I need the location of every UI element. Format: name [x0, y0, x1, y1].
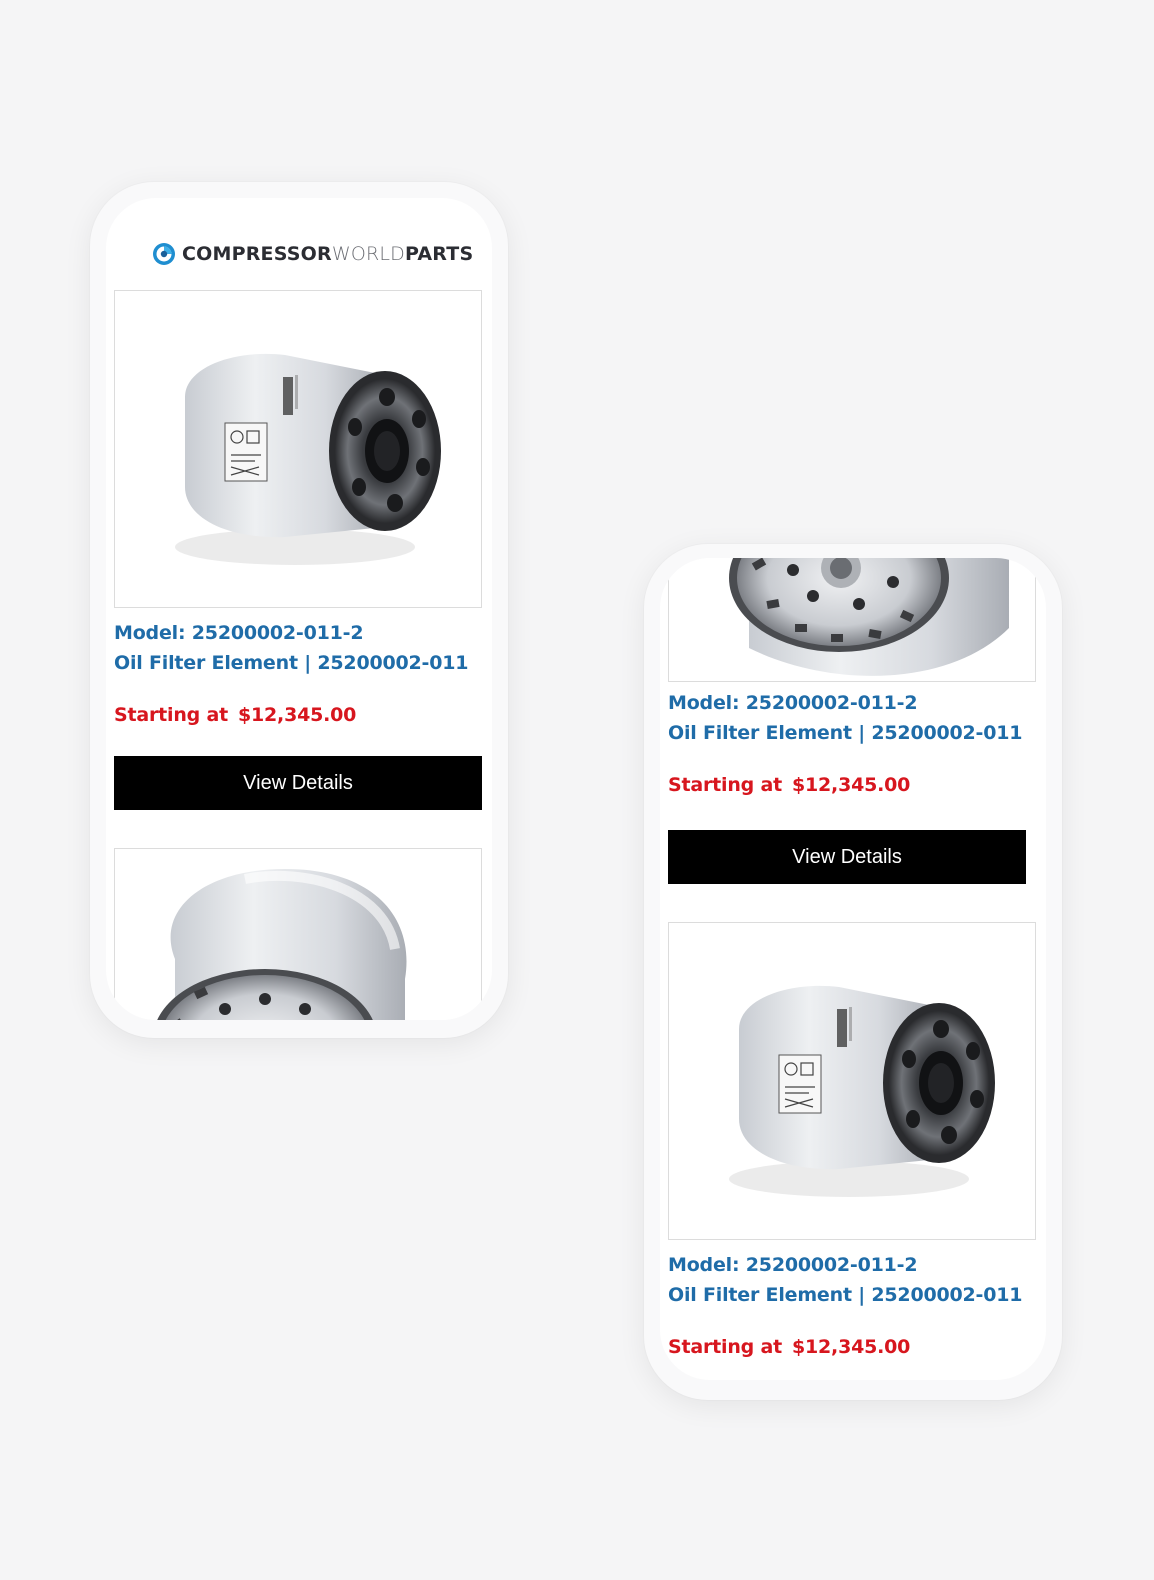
product-name[interactable]: Oil Filter Element | 25200002-011 [668, 1284, 1023, 1306]
product-model[interactable]: Model: 25200002-011-2 [114, 622, 364, 644]
logo-text-compressor: COMPRESSOR [182, 243, 332, 265]
product-image[interactable] [668, 558, 1036, 682]
product-name[interactable]: Oil Filter Element | 25200002-011 [114, 652, 469, 674]
product-price [668, 1336, 910, 1358]
price-amount: $12,345.00 [792, 1336, 911, 1358]
product-image[interactable] [114, 290, 482, 608]
view-details-button[interactable]: View Details [114, 756, 482, 810]
brand-logo[interactable] [152, 242, 473, 266]
price-label: Starting at [114, 704, 228, 726]
product-price [114, 704, 356, 726]
logo-swirl-icon [152, 242, 176, 266]
phone-mockup-right [644, 544, 1062, 1400]
oil-filter-image [115, 849, 465, 1020]
product-name[interactable]: Oil Filter Element | 25200002-011 [668, 722, 1023, 744]
phone-screen [106, 198, 492, 1020]
price-amount: $12,345.00 [792, 774, 911, 796]
phone-screen [660, 558, 1046, 1380]
view-details-button[interactable]: View Details [668, 830, 1026, 884]
price-label: Starting at [668, 1336, 782, 1358]
oil-filter-image [709, 959, 1009, 1199]
logo-text-parts: PARTS [405, 243, 474, 265]
product-image[interactable] [114, 848, 482, 1020]
price-label: Starting at [668, 774, 782, 796]
product-model[interactable]: Model: 25200002-011-2 [668, 692, 918, 714]
phone-mockup-left [90, 182, 508, 1038]
product-model[interactable]: Model: 25200002-011-2 [668, 1254, 918, 1276]
product-price [668, 774, 910, 796]
oil-filter-image [709, 558, 1009, 678]
logo-text-world: WORLD [331, 243, 406, 265]
price-amount: $12,345.00 [238, 704, 357, 726]
oil-filter-image [155, 327, 455, 567]
product-image[interactable] [668, 922, 1036, 1240]
